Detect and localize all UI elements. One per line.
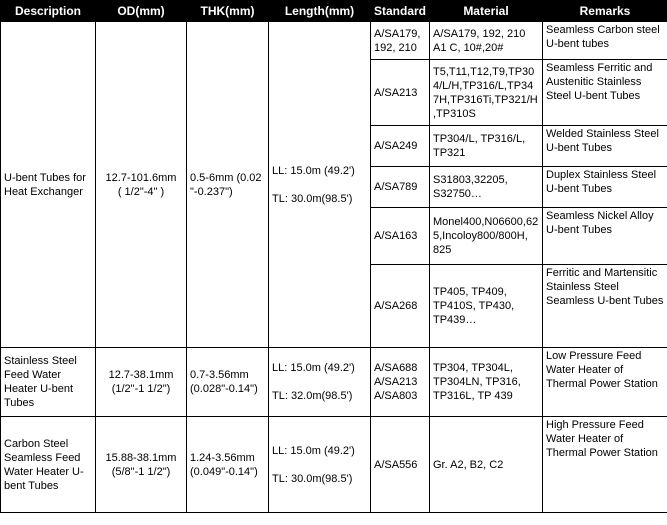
remarks-cell: Welded Stainless Steel U-bent Tubes xyxy=(543,126,667,167)
length-tl: TL: 30.0m(98.5') xyxy=(272,472,353,485)
material-cell: S31803,32205, S32750… xyxy=(430,167,543,208)
thk-value: 0.7-3.56mm xyxy=(190,369,249,381)
length-cell xyxy=(269,348,371,417)
standard-value: A/SA803 xyxy=(374,390,418,402)
header-thk: THK(mm) xyxy=(187,1,269,22)
header-length: Length(mm) xyxy=(269,1,371,22)
material-cell: Gr. A2, B2, C2 xyxy=(430,417,543,513)
material-cell: TP304/L, TP316/L, TP321 xyxy=(430,126,543,167)
header-material: Material xyxy=(430,1,543,22)
standard-value: A/SA688 xyxy=(374,362,418,374)
length-cell xyxy=(269,22,371,348)
thk-inch: (0.049"-0.14") xyxy=(190,465,258,478)
header-description: Description xyxy=(1,1,96,22)
material-cell: T5,T11,T12,T9,TP304/L/H,TP316/L,TP347H,TP316Ti,TP321/H,TP310S xyxy=(430,60,543,126)
standard-cell xyxy=(371,348,430,417)
header-od: OD(mm) xyxy=(96,1,187,22)
od-cell xyxy=(96,22,187,348)
remarks-cell: Seamless Nickel Alloy U-bent Tubes xyxy=(543,208,667,265)
od-inch: (1/2"-1 1/2") xyxy=(111,383,171,395)
standard-cell: A/SA249 xyxy=(371,126,430,167)
description-cell: U-bent Tubes for Heat Exchanger xyxy=(1,22,96,348)
standard-value: A/SA213 xyxy=(374,376,418,388)
material-cell: TP405, TP409, TP410S, TP430, TP439… xyxy=(430,265,543,348)
material-cell: Monel400,N06600,625,Incoloy800/800H, 825 xyxy=(430,208,543,265)
remarks-cell: Ferritic and Martensitic Stainless Steel Seamless U-bent Tubes xyxy=(543,265,667,348)
length-cell xyxy=(269,417,371,513)
length-tl: TL: 30.0m(98.5') xyxy=(272,192,353,205)
od-value: 12.7-38.1mm xyxy=(108,369,174,381)
thk-value: 1.24-3.56mm xyxy=(190,451,255,464)
remarks-cell: High Pressure Feed Water Heater of Thermal Power Station xyxy=(543,417,667,513)
material-cell: A/SA179, 192, 210 A1 C, 10#,20# xyxy=(430,22,543,60)
header-standard: Standard xyxy=(371,1,430,22)
thk-cell xyxy=(187,417,269,513)
thk-value: 0.5-6mm (0.02 xyxy=(190,171,262,184)
remarks-cell: Seamless Carbon steel U-bent tubes xyxy=(543,22,667,60)
header-remarks: Remarks xyxy=(543,1,667,22)
thk-inch: (0.028"-0.14") xyxy=(190,383,258,395)
header-row xyxy=(1,1,667,22)
standard-cell: A/SA163 xyxy=(371,208,430,265)
table-row xyxy=(1,22,667,60)
standard-cell: A/SA268 xyxy=(371,265,430,348)
standard-cell: A/SA789 xyxy=(371,167,430,208)
length-ll: LL: 15.0m (49.2') xyxy=(272,362,355,374)
remarks-cell: Low Pressure Feed Water Heater of Thermal Power Station xyxy=(543,348,667,417)
description-cell: Carbon Steel Seamless Feed Water Heater U-bent Tubes xyxy=(1,417,96,513)
remarks-cell: Seamless Ferritic and Austenitic Stainless Steel U-bent Tubes xyxy=(543,60,667,126)
thk-cell xyxy=(187,22,269,348)
material-cell: TP304, TP304L, TP304LN, TP316, TP316L, TP 439 xyxy=(430,348,543,417)
length-ll: LL: 15.0m (49.2') xyxy=(272,164,355,177)
length-ll: LL: 15.0m (49.2') xyxy=(272,444,355,457)
od-cell xyxy=(96,417,187,513)
remarks-cell: Duplex Stainless Steel U-bent Tubes xyxy=(543,167,667,208)
table-row xyxy=(1,348,667,417)
standard-cell: A/SA213 xyxy=(371,60,430,126)
table-row xyxy=(1,417,667,513)
thk-inch: "-0.237") xyxy=(190,185,233,198)
od-value: 12.7-101.6mm xyxy=(105,171,177,184)
od-value: 15.88-38.1mm xyxy=(105,451,177,464)
od-inch: (5/8"-1 1/2") xyxy=(111,465,171,478)
description-cell: Stainless Steel Feed Water Heater U-bent Tubes xyxy=(1,348,96,417)
od-inch: ( 1/2"-4" ) xyxy=(117,185,165,198)
od-cell xyxy=(96,348,187,417)
thk-cell xyxy=(187,348,269,417)
length-tl: TL: 32.0m(98.5') xyxy=(272,390,353,402)
standard-cell: A/SA179, 192, 210 xyxy=(371,22,430,60)
standard-cell: A/SA556 xyxy=(371,417,430,513)
